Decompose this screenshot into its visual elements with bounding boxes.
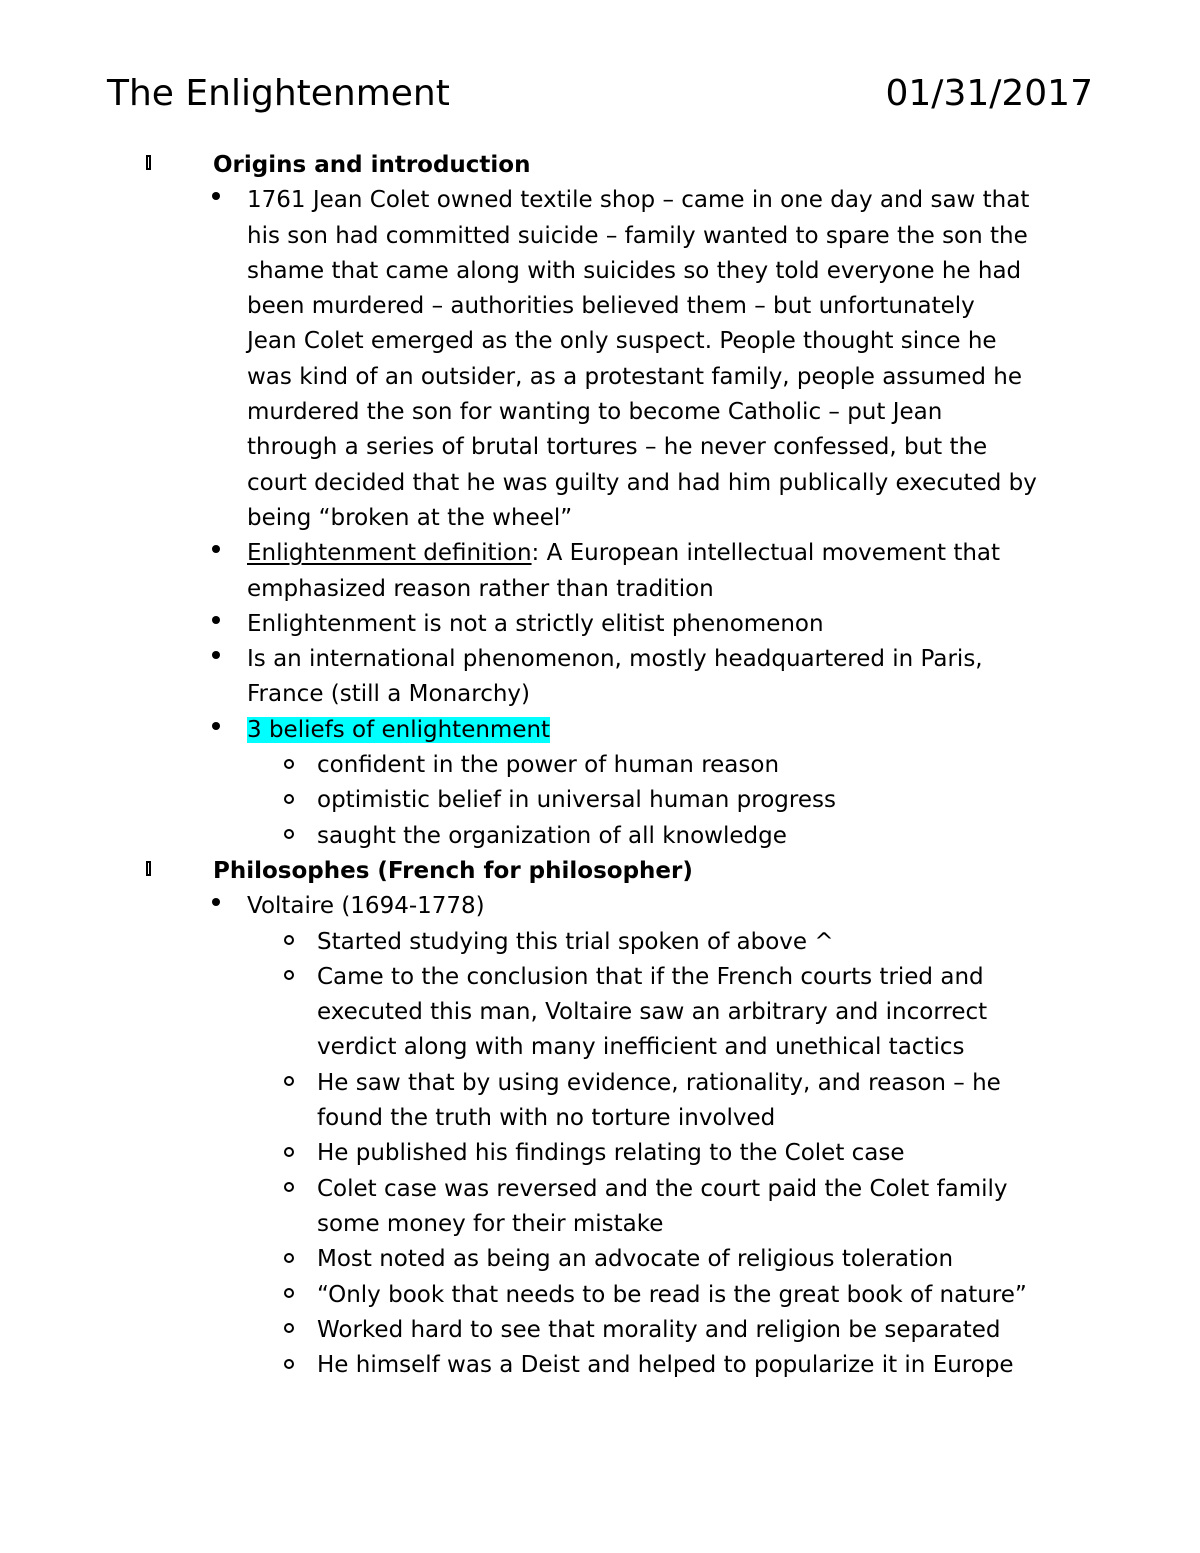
sub-bullet-line	[0, 995, 1200, 1030]
bullet-line	[0, 572, 1200, 607]
sub-bullet-text: He himself was a Deist and helped to popularize it in Europe	[317, 1352, 1014, 1379]
sub-bullet-text: Colet case was reversed and the court paid the Colet family	[317, 1175, 1008, 1202]
bullet-line	[0, 677, 1200, 712]
box-bullet-icon	[143, 148, 153, 183]
bullet-text: Is an international phenomenon, mostly headquartered in Paris,	[247, 646, 983, 673]
bullet-dot-icon	[210, 183, 222, 218]
sub-bullet-text: optimistic belief in universal human progress	[317, 787, 836, 814]
bullet-text: Voltaire (1694-1778)	[247, 893, 485, 920]
section-heading	[0, 148, 1200, 183]
bullet-line	[0, 324, 1200, 359]
bullet-line	[0, 501, 1200, 536]
bullet-line	[0, 360, 1200, 395]
circle-bullet-icon	[281, 1136, 297, 1171]
sub-bullet-line	[0, 1172, 1200, 1207]
circle-bullet-icon	[281, 1278, 297, 1313]
circle-bullet-icon	[281, 1242, 297, 1277]
section-heading-text: Philosophes (French for philosopher)	[213, 857, 693, 884]
sub-bullet-text: verdict along with many inefficient and unethical tactics	[317, 1034, 965, 1061]
circle-bullet-icon	[281, 960, 297, 995]
bullet-dot-icon	[210, 642, 222, 677]
sub-bullet-text: Worked hard to see that morality and religion be separated	[317, 1316, 1001, 1343]
bullet-line	[0, 466, 1200, 501]
section-heading	[0, 854, 1200, 889]
sub-bullet-line	[0, 1313, 1200, 1348]
list-item	[0, 889, 1200, 1383]
sub-bullet-text: “Only book that needs to be read is the great book of nature”	[317, 1281, 1027, 1308]
bullet-line	[0, 183, 1200, 218]
sub-bullet-text: He saw that by using evidence, rationality, and reason – he	[317, 1069, 1001, 1096]
title-row	[107, 72, 1093, 120]
bullet-text: France (still a Monarchy)	[247, 681, 530, 708]
bullet-line	[0, 536, 1200, 571]
circle-bullet-icon	[281, 748, 297, 783]
bullet-text: been murdered – authorities believed them – but unfortunately	[247, 293, 975, 320]
bullet-text: Jean Colet emerged as the only suspect. People thought since he	[247, 328, 997, 355]
bullet-text: his son had committed suicide – family wanted to spare the son the	[247, 222, 1028, 249]
bullet-text: emphasized reason rather than tradition	[247, 575, 714, 602]
list-item	[0, 536, 1200, 607]
bullet-line	[0, 713, 1200, 748]
circle-bullet-icon	[281, 925, 297, 960]
sub-bullet-line	[0, 1207, 1200, 1242]
bullet-dot-icon	[210, 713, 222, 748]
definition-text: : A European intellectual movement that	[531, 540, 1001, 567]
bullet-line	[0, 254, 1200, 289]
bullet-line	[0, 289, 1200, 324]
sub-bullet-text: executed this man, Voltaire saw an arbitrary and incorrect	[317, 999, 988, 1026]
sub-bullet-text: Started studying this trial spoken of above ^	[317, 928, 834, 955]
box-bullet-icon	[143, 854, 153, 889]
sub-bullet-text: some money for their mistake	[317, 1210, 664, 1237]
circle-bullet-icon	[281, 819, 297, 854]
definition-term: Enlightenment definition	[247, 540, 532, 567]
sub-bullet-line	[0, 1136, 1200, 1171]
bullet-text: court decided that he was guilty and had him publically executed by	[247, 469, 1037, 496]
bullet-text: through a series of brutal tortures – he never confessed, but the	[247, 434, 988, 461]
sub-bullet-line	[0, 748, 1200, 783]
sub-bullet-text: confident in the power of human reason	[317, 752, 780, 779]
circle-bullet-icon	[281, 1313, 297, 1348]
sub-bullet-text: He published his findings relating to the Colet case	[317, 1140, 905, 1167]
sub-bullet-line	[0, 960, 1200, 995]
sub-bullet-line	[0, 1030, 1200, 1065]
circle-bullet-icon	[281, 1066, 297, 1101]
sub-bullet-text: found the truth with no torture involved	[317, 1105, 776, 1132]
page-title: The Enlightenment	[107, 73, 450, 114]
bullet-text: Enlightenment is not a strictly elitist phenomenon	[247, 610, 824, 637]
bullet-text: being “broken at the wheel”	[247, 504, 573, 531]
circle-bullet-icon	[281, 783, 297, 818]
sub-bullet-line	[0, 819, 1200, 854]
notes-outline	[0, 148, 1200, 1383]
bullet-line	[0, 607, 1200, 642]
bullet-dot-icon	[210, 536, 222, 571]
sub-bullet-line	[0, 1101, 1200, 1136]
sub-bullet-line	[0, 783, 1200, 818]
sub-bullet-text: saught the organization of all knowledge	[317, 822, 787, 849]
bullet-text: murdered the son for wanting to become Catholic – put Jean	[247, 399, 943, 426]
bullet-dot-icon	[210, 607, 222, 642]
bullet-dot-icon	[210, 889, 222, 924]
bullet-line	[0, 889, 1200, 924]
highlighted-text: 3 beliefs of enlightenment	[247, 716, 551, 743]
list-item	[0, 713, 1200, 854]
sub-bullet-text: Came to the conclusion that if the French courts tried and	[317, 963, 984, 990]
circle-bullet-icon	[281, 1348, 297, 1383]
sub-bullet-line	[0, 1348, 1200, 1383]
bullet-line	[0, 395, 1200, 430]
bullet-line	[0, 430, 1200, 465]
sub-bullet-text: Most noted as being an advocate of religious toleration	[317, 1246, 954, 1273]
circle-bullet-icon	[281, 1172, 297, 1207]
list-item	[0, 642, 1200, 713]
bullet-text: shame that came along with suicides so they told everyone he had	[247, 257, 1022, 284]
sub-bullet-line	[0, 1242, 1200, 1277]
list-item	[0, 183, 1200, 536]
bullet-text: was kind of an outsider, as a protestant family, people assumed he	[247, 363, 1023, 390]
list-item	[0, 607, 1200, 642]
sub-bullet-line	[0, 1066, 1200, 1101]
sub-bullet-line	[0, 925, 1200, 960]
bullet-line	[0, 219, 1200, 254]
section-heading-text: Origins and introduction	[213, 152, 531, 178]
bullet-text: 1761 Jean Colet owned textile shop – came in one day and saw that	[247, 187, 1030, 214]
sub-bullet-line	[0, 1278, 1200, 1313]
date-label: 01/31/2017	[885, 73, 1093, 114]
bullet-line	[0, 642, 1200, 677]
